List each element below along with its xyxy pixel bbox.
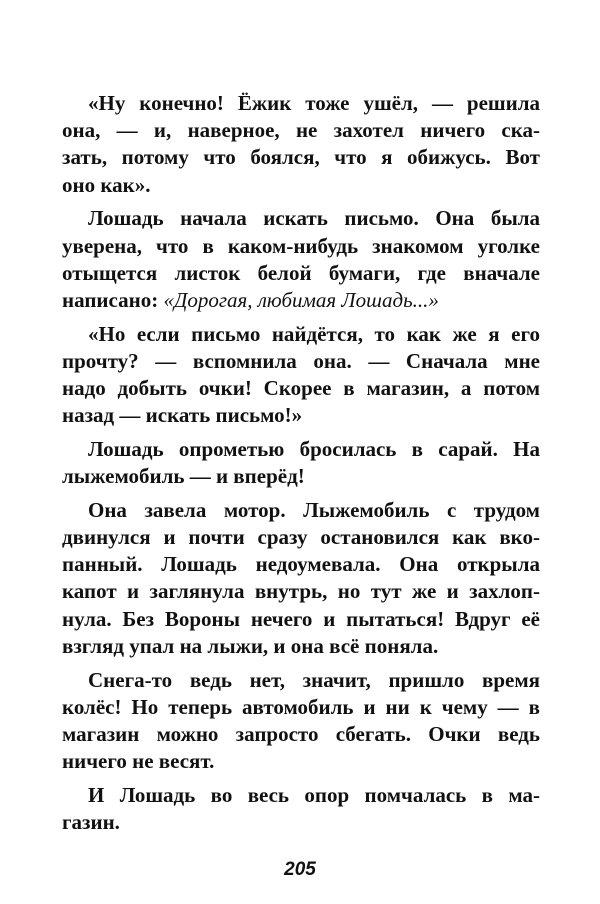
italic-text: «Дорогая, любимая Лошадь...» [163,287,439,312]
text-line: магазин можно запросто сбегать. Очки ведь [62,721,540,746]
text-segment: написано: [62,287,164,312]
text-line: газин. [62,810,120,834]
text-line: И Лошадь во весь опор помчалась в ма- [88,782,540,807]
text-line: оно как». [62,172,151,197]
text-line: надо добыть очки! Скорее в магазин, а потом [62,376,540,400]
text-line [62,286,540,314]
text-line: ничего не весят. [62,749,215,774]
text-line: «Но если письмо найдётся, то как же я его [88,321,540,346]
text-line: панный. Лошадь недоумевала. Она открыла [62,552,540,577]
text-line: уверена, что в каком-нибудь знакомом уголке [62,233,540,258]
text-line: Лошадь начала искать письмо. Она была [88,206,540,231]
text-line: Лошадь опрометью бросилась в сарай. На [88,436,540,461]
text-line: Снега-то ведь нет, значит, пришло время [88,667,540,692]
text-line: лыжемобиль — и вперёд! [62,464,305,489]
text-line: капот и заглянула внутрь, но тут же и захлоп- [62,579,540,604]
text-line: колёс! Но теперь автомобиль и ни к чему — в [62,694,540,719]
text-line: прочту? — вспомнила она. — Сначала мне [62,348,540,373]
page-number: 205 [284,859,316,880]
text-line: взгляд упал на лыжи, и она всё поняла. [62,633,439,658]
text-line: двинулся и почти сразу остановился как вко- [62,525,540,549]
text-line: назад — искать письмо!» [62,403,303,428]
text-line: она, — и, наверное, не захотел ничего ска- [62,118,540,143]
text-line: Она завела мотор. Лыжемобиль с трудом [88,497,540,522]
text-line: отыщется листок белой бумаги, где вначале [62,260,540,285]
text-line: зать, потому что боялся, что я обижусь. Вот [62,145,540,170]
text-line: «Ну конечно! Ёжик тоже ушёл, — решила [88,91,540,115]
text-line: нула. Без Вороны нечего и пытаться! Вдруг её [62,606,540,631]
